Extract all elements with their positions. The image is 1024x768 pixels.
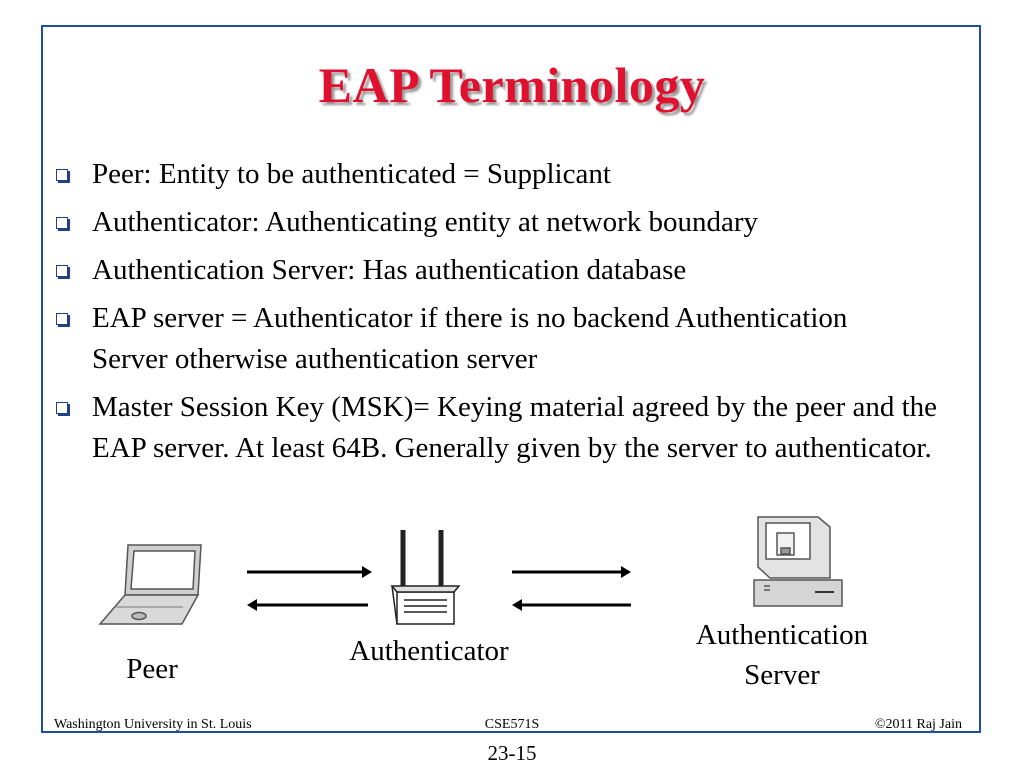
bullet-text: EAP server = Authenticator if there is no backend Authentication Server otherwise authentication server xyxy=(92,302,848,375)
bullet-text: Peer: Entity to be authenticated = Supplicant xyxy=(92,158,611,190)
bullet-text: Authenticator: Authenticating entity at network boundary xyxy=(92,206,759,238)
bullet-text: Master Session Key (MSK)= Keying material agreed by the peer and the EAP server. At least 64B. Generally given by the server to authenticator. xyxy=(92,391,938,464)
page-number: 23-15 xyxy=(487,741,537,765)
access-point-icon xyxy=(392,530,459,624)
laptop-icon xyxy=(100,545,201,624)
server-label-line2: Server xyxy=(744,659,820,691)
footer-course: CSE571S xyxy=(484,717,540,732)
arrow-left-icon xyxy=(247,599,368,611)
server-label-line1: Authentication xyxy=(695,619,869,651)
arrow-left-icon xyxy=(512,599,631,611)
desktop-computer-icon xyxy=(754,517,842,606)
slide-title: EAP Terminology xyxy=(318,57,706,113)
arrow-right-icon xyxy=(247,566,372,578)
arrow-right-icon xyxy=(512,566,631,578)
footer-copyright: ©2011 Raj Jain xyxy=(874,717,962,732)
peer-label: Peer xyxy=(126,653,178,685)
footer-institution: Washington University in St. Louis xyxy=(54,717,252,732)
authenticator-label: Authenticator xyxy=(349,635,509,667)
bullet-text: Authentication Server: Has authentication database xyxy=(92,254,687,286)
